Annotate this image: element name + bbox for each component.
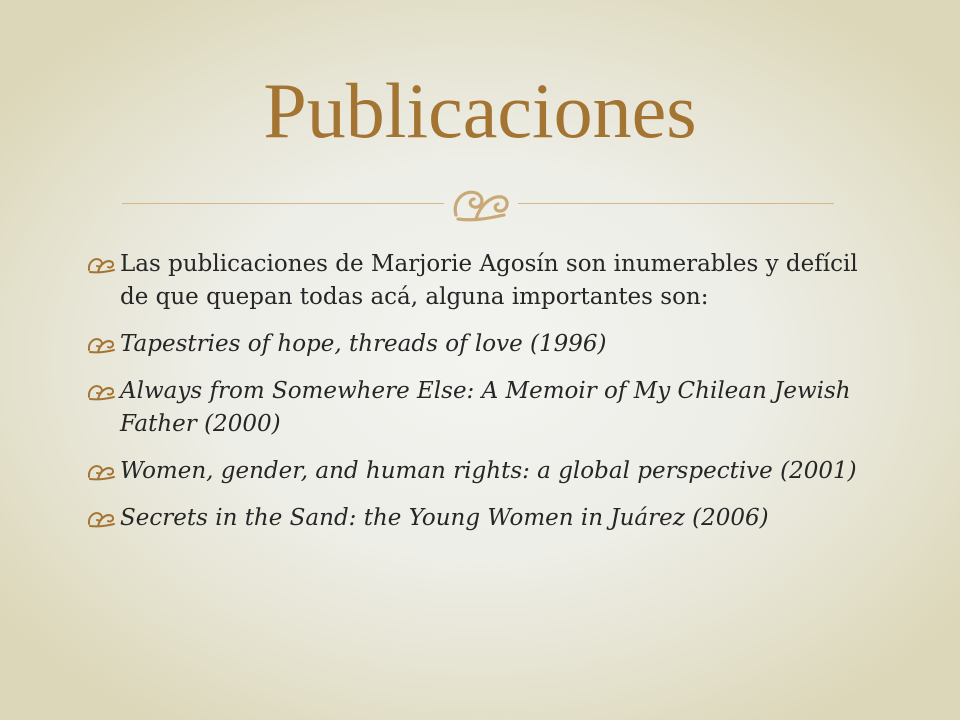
list-item: [86, 502, 886, 535]
list-item: [86, 375, 886, 441]
slide-title: Publicaciones: [263, 67, 697, 154]
bullet-list: [86, 248, 886, 549]
list-item-text: Las publicaciones de Marjorie Agosín son inumerables y defícil de que quepan todas acá, alguna importantes son:: [120, 251, 858, 310]
swirl-bullet-icon: [86, 379, 116, 403]
swirl-bullet-icon: [86, 252, 116, 276]
list-item: [86, 455, 886, 488]
list-item-text: Secrets in the Sand: the Young Women in Juárez (2006): [120, 505, 769, 531]
list-item-text: Tapestries of hope, threads of love (1996): [120, 331, 607, 357]
title-divider-left: [122, 203, 444, 204]
curly-swirl-icon: [446, 175, 516, 231]
list-item: [86, 248, 886, 314]
swirl-bullet-icon: [86, 506, 116, 530]
swirl-bullet-icon: [86, 332, 116, 356]
list-item: [86, 328, 886, 361]
list-item-text: Women, gender, and human rights: a global perspective (2001): [120, 458, 857, 484]
list-item-text: Always from Somewhere Else: A Memoir of My Chilean Jewish Father (2000): [120, 378, 851, 437]
swirl-bullet-icon: [86, 459, 116, 483]
title-divider-right: [518, 203, 834, 204]
